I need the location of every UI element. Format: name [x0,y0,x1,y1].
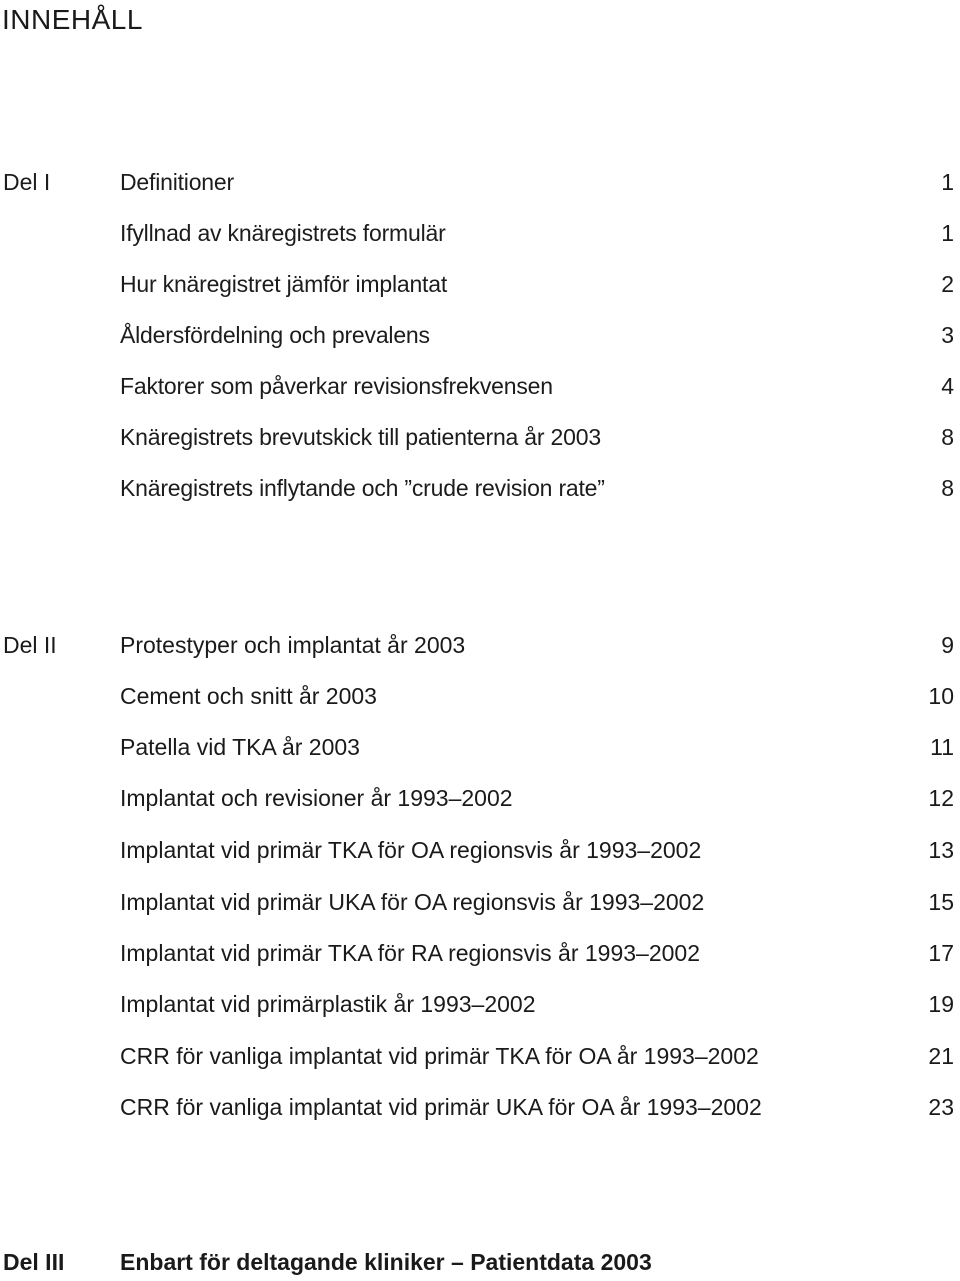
toc-entry-page: 2 [941,271,954,297]
toc-entry-title: Implantat vid primärplastik år 1993–2002 [120,991,536,1017]
toc-entry[interactable] [0,369,960,403]
toc-entry-title: Enbart för deltagande kliniker – Patientdata 2003 [120,1249,652,1275]
toc-entry-title: Implantat vid primär TKA för OA regionsvis år 1993–2002 [120,837,702,863]
toc-entry-title: Cement och snitt år 2003 [120,683,377,709]
toc-entry-title: Implantat och revisioner år 1993–2002 [120,785,513,811]
toc-entry[interactable] [0,1245,960,1279]
toc-entry-page: 15 [928,889,954,915]
toc-entry[interactable] [0,628,960,662]
toc-entry[interactable] [0,781,960,815]
section-label: Del II [3,632,57,658]
section-label: Del I [3,169,51,195]
toc-entry-title: Patella vid TKA år 2003 [120,734,360,760]
toc-entry-page: 8 [941,424,954,450]
section-label: Del III [3,1249,65,1275]
toc-entry-page: 23 [928,1094,954,1120]
toc-entry-page: 8 [941,475,954,501]
toc-entry[interactable] [0,679,960,713]
toc-entry-title: Ifyllnad av knäregistrets formulär [120,220,446,246]
toc-entry-page: 3 [941,322,954,348]
section-del-ii [0,628,960,1138]
toc-entry[interactable] [0,216,960,250]
toc-entry-page: 19 [928,991,954,1017]
toc-entry[interactable] [0,318,960,352]
toc-entry-title: Knäregistrets brevutskick till patienterna år 2003 [120,424,601,450]
toc-entry-title: Åldersfördelning och prevalens [120,322,430,348]
toc-entry-page: 13 [928,837,954,863]
toc-entry-page: 1 [941,169,954,195]
toc-entry[interactable] [0,165,960,199]
toc-entry-title: Faktorer som påverkar revisionsfrekvensen [120,373,553,399]
toc-entry[interactable] [0,420,960,454]
toc-entry-title: Implantat vid primär UKA för OA regionsvis år 1993–2002 [120,889,705,915]
toc-entry[interactable] [0,987,960,1021]
toc-entry-page: 21 [928,1043,954,1069]
section-del-i [0,165,960,515]
toc-entry-page: 4 [941,373,954,399]
toc-entry-title: CRR för vanliga implantat vid primär TKA för OA år 1993–2002 [120,1043,759,1069]
toc-entry-page: 12 [928,785,954,811]
toc-entry-title: Hur knäregistret jämför implantat [120,271,448,297]
toc-entry-title: Implantat vid primär TKA för RA regionsvis år 1993–2002 [120,940,700,966]
toc-entry-title: CRR för vanliga implantat vid primär UKA för OA år 1993–2002 [120,1094,762,1120]
toc-entry[interactable] [0,885,960,919]
toc-entry[interactable] [0,936,960,970]
toc-entry-page: 11 [930,734,954,760]
toc-entry[interactable] [0,730,960,764]
toc-entry-page: 10 [928,683,954,709]
toc-entry-title: Definitioner [120,169,234,195]
page-title: INNEHÅLL [2,4,143,35]
toc-entry[interactable] [0,267,960,301]
toc-entry-page: 1 [941,220,954,246]
toc-entry-title: Protestyper och implantat år 2003 [120,632,466,658]
toc-entry-page: 17 [928,940,954,966]
toc-entry[interactable] [0,1039,960,1073]
section-del-iii [0,1245,960,1279]
toc-entry-title: Knäregistrets inflytande och ”crude revision rate” [120,475,605,501]
toc-entry[interactable] [0,833,960,867]
toc-entry[interactable] [0,471,960,505]
toc-entry-page: 9 [941,632,954,658]
toc-entry[interactable] [0,1090,960,1124]
